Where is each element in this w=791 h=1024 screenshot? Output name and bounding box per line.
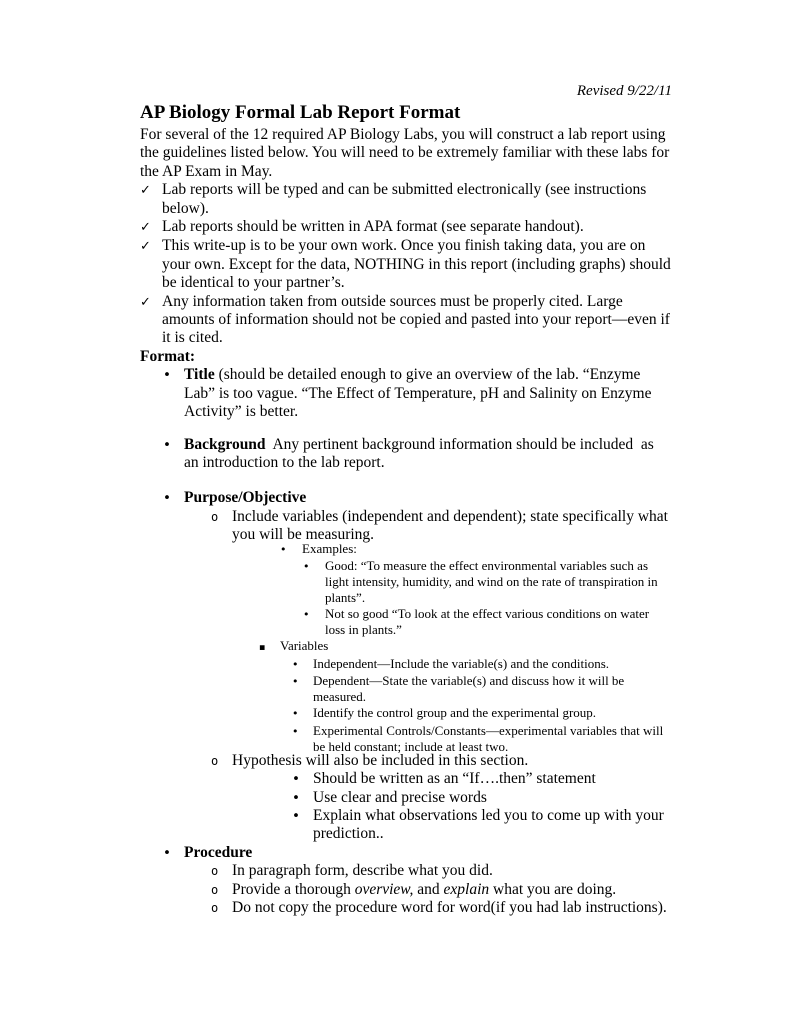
procedure-point-1-text: In paragraph form, describe what you did.: [232, 862, 493, 880]
bullet-icon: •: [163, 436, 171, 453]
checklist-item-text: Any information taken from outside sources must be properly cited. Large amounts of information should not be copied and pasted into your report—even if it is cited.: [162, 292, 670, 347]
examples-label-text: Examples:: [302, 540, 357, 556]
checklist-item: [140, 218, 672, 237]
hypothesis-point: [140, 807, 672, 844]
square-bullet-icon: ▪: [259, 642, 266, 654]
variable-item-text: Identify the control group and the experimental group.: [313, 705, 597, 721]
procedure-label: Procedure: [184, 843, 253, 861]
purpose-include-variables-item: [140, 508, 672, 545]
checklist-item-text: Lab reports will be typed and can be submitted electronically (see instructions below).: [162, 181, 647, 217]
example-not-good-item: [140, 606, 672, 638]
procedure-point-2-explain: explain: [443, 880, 490, 898]
hypothesis-point: [140, 770, 672, 788]
checklist-item-text: Lab reports should be written in APA format (see separate handout).: [162, 218, 584, 236]
procedure-point-3-text: Do not copy the procedure word for word(if you had lab instructions).: [232, 899, 667, 916]
circle-bullet-icon: o: [211, 901, 219, 915]
circle-bullet-icon: o: [211, 509, 219, 524]
hypothesis-text: Hypothesis will also be included in this section.: [232, 751, 529, 769]
format-item-title-text: [184, 366, 672, 421]
intro-paragraph: For several of the 12 required AP Biology Labs, you will construct a lab report using the guidelines listed below. You will need to be extremely familiar with these labs for the AP Exam in May.: [140, 126, 670, 180]
bullet-icon: •: [292, 658, 299, 672]
bullet-icon: •: [292, 771, 300, 788]
example-good-item: [140, 558, 672, 606]
examples-label-item: [140, 541, 672, 558]
example-good-text: Good: “To measure the effect environmental variables such as light intensity, humidity, and wind on the rate of transpiration in plants”.: [325, 557, 658, 605]
bullet-icon: •: [292, 724, 299, 738]
document-content: [140, 85, 672, 917]
variable-item-text: Independent—Include the variable(s) and the conditions.: [313, 656, 610, 672]
spacer: [140, 422, 672, 436]
hypothesis-point-text: Explain what observations led you to come up with your prediction..: [313, 806, 664, 843]
bullet-icon: •: [163, 367, 171, 384]
revision-note: Revised 9/22/11: [576, 83, 672, 99]
procedure-point-2-post: what you are doing.: [489, 880, 617, 898]
background-description: Any pertinent background information should be included as an introduction to the lab report.: [184, 435, 654, 471]
checkmark-icon: ✓: [140, 239, 151, 255]
procedure-point-2-overview: overview,: [354, 880, 414, 898]
purpose-include-variables-text: Include variables (independent and dependent); state specifically what you will be measuring.: [232, 507, 668, 544]
bullet-icon: •: [280, 542, 287, 556]
variable-item: [140, 673, 672, 705]
circle-bullet-icon: o: [211, 753, 219, 768]
format-item-background: [140, 436, 672, 473]
background-label: Background: [184, 435, 266, 453]
format-item-purpose: [140, 489, 672, 507]
checklist-item: [140, 237, 672, 292]
hypothesis-point: [140, 789, 672, 807]
procedure-point-2-text: [232, 881, 672, 899]
title-label: Title: [184, 366, 215, 384]
variable-item-text: Dependent—State the variable(s) and discuss how it will be measured.: [313, 673, 625, 705]
procedure-point-1: [140, 862, 672, 880]
variable-item: [140, 723, 672, 755]
bullet-icon: •: [163, 490, 171, 507]
bullet-icon: •: [163, 844, 171, 861]
title-description: (should be detailed enough to give an overview of the lab. “Enzyme Lab” is too vague. “The Effect of Temperature, pH and Salinity on Enzyme Activity” is better.: [184, 366, 652, 421]
variable-item: [140, 705, 672, 722]
bullet-icon: •: [292, 675, 299, 689]
checklist-item: [140, 293, 672, 348]
format-item-procedure: [140, 844, 672, 862]
page-title: AP Biology Formal Lab Report Format: [140, 102, 461, 123]
procedure-point-2-pre: Provide a thorough: [232, 880, 355, 898]
checklist-item: [140, 181, 672, 218]
variables-label-text: Variables: [280, 638, 329, 654]
bullet-icon: •: [292, 707, 299, 721]
bullet-icon: •: [292, 789, 300, 806]
checkmark-icon: ✓: [140, 183, 151, 199]
format-heading: Format:: [140, 347, 196, 365]
variables-label-item: [140, 638, 672, 656]
hypothesis-point-text: Should be written as an “If….then” statement: [313, 770, 596, 788]
purpose-label: Purpose/Objective: [184, 489, 307, 507]
example-not-good-text: Not so good “To look at the effect various conditions on water loss in plants.”: [325, 605, 650, 637]
bullet-icon: •: [303, 559, 310, 573]
checklist-item-text: This write-up is to be your own work. Once you finish taking data, you are on your own. Except for the data, NOTHING in this report (including graphs) should be identical to your partner’s.: [162, 237, 671, 292]
variable-item-text: Experimental Controls/Constants—experimental variables that will be held constant; include at least two.: [313, 722, 664, 754]
circle-bullet-icon: o: [211, 864, 219, 879]
bullet-icon: •: [303, 607, 310, 621]
hypothesis-point-text: Use clear and precise words: [313, 788, 487, 806]
spacer: [140, 472, 672, 489]
circle-bullet-icon: o: [211, 882, 219, 897]
procedure-point-2-mid: and: [413, 880, 444, 898]
format-item-background-text: [184, 436, 672, 473]
variable-item: [140, 656, 672, 673]
checkmark-icon: ✓: [140, 220, 151, 236]
checkmark-icon: ✓: [140, 294, 151, 310]
bullet-icon: •: [292, 807, 300, 824]
hypothesis-item: [140, 752, 672, 770]
format-item-title: [140, 366, 672, 421]
procedure-point-2: [140, 881, 672, 899]
procedure-point-3: [140, 899, 672, 917]
